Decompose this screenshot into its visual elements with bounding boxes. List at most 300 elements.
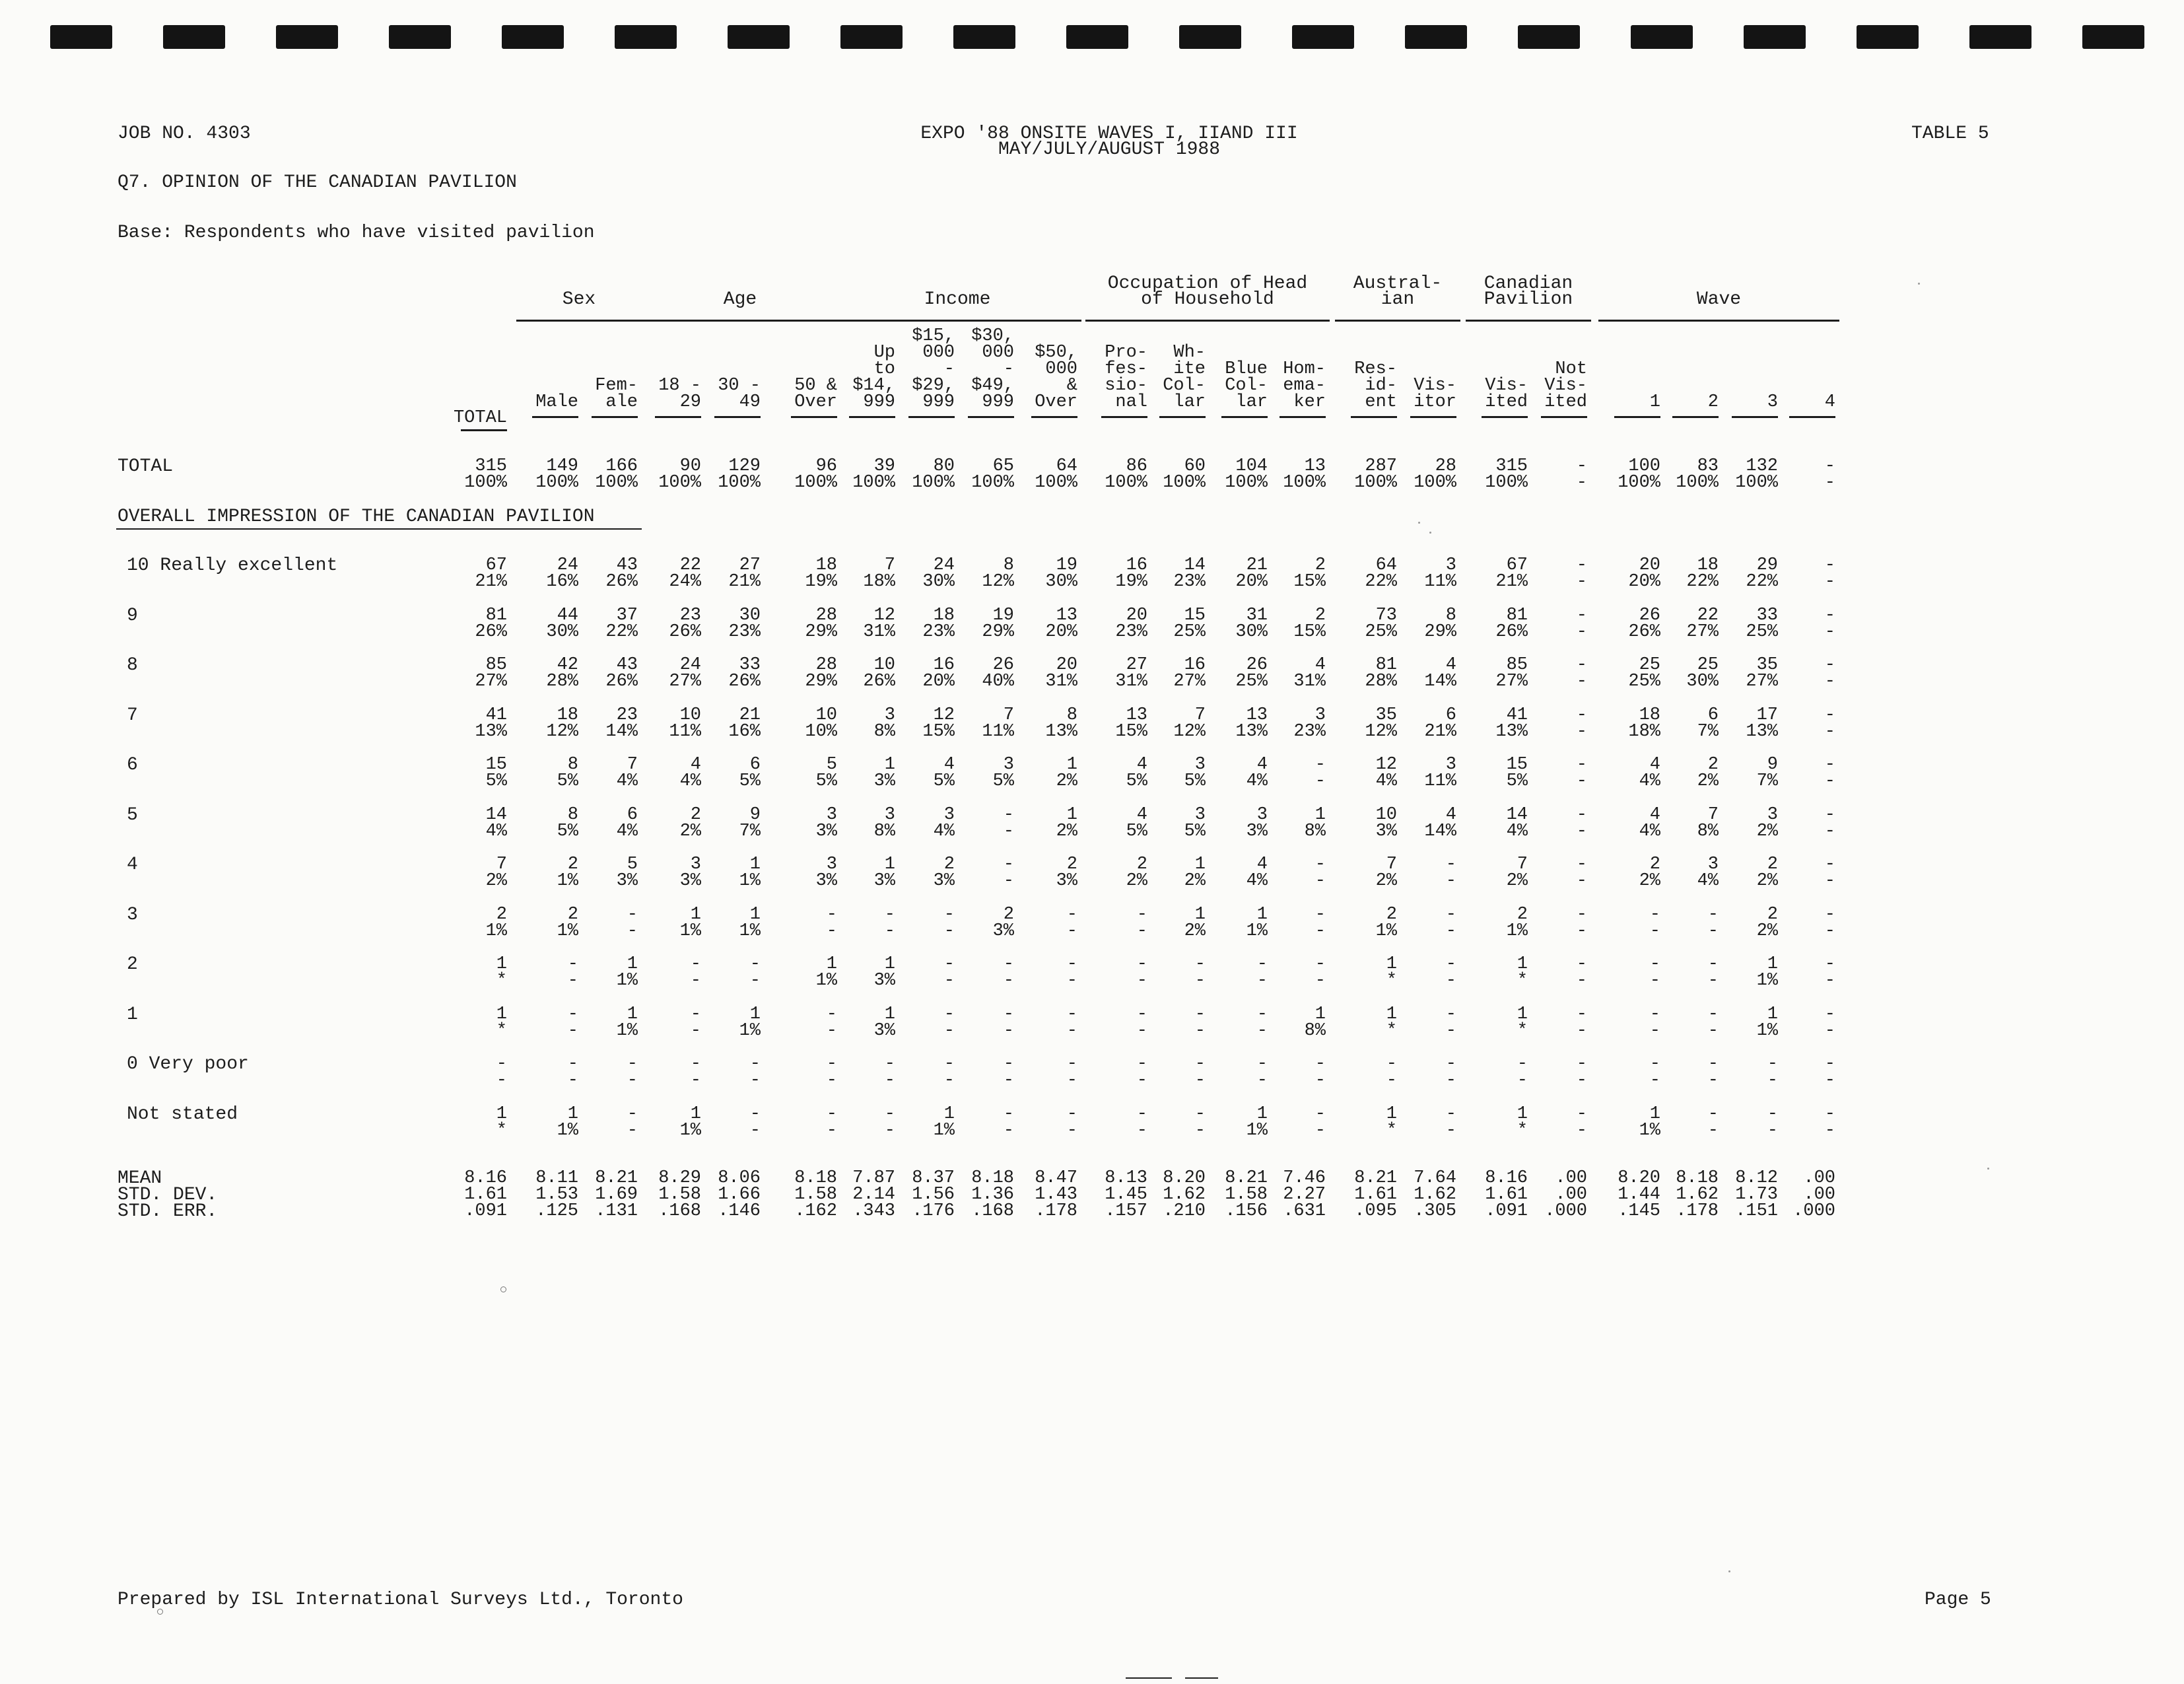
response-row-label: Not stated bbox=[127, 1104, 238, 1125]
count-cell: - bbox=[1576, 905, 1587, 925]
count-cell: 85 bbox=[1506, 655, 1528, 675]
count-cell: 1 bbox=[1386, 954, 1397, 974]
stat-cell: .157 bbox=[1105, 1201, 1147, 1221]
count-cell: - bbox=[1707, 1104, 1719, 1124]
stat-cell: .168 bbox=[971, 1201, 1014, 1221]
count-cell: 2 bbox=[1517, 905, 1528, 925]
column-group-header: Austral- ian bbox=[1353, 273, 1443, 310]
column-group-rule bbox=[516, 320, 642, 322]
count-cell: - bbox=[1649, 1004, 1660, 1024]
count-cell: - bbox=[1003, 805, 1014, 825]
page-number: Page 5 bbox=[1925, 1590, 1991, 1610]
pct-cell: - bbox=[826, 921, 837, 941]
pct-cell: 27% bbox=[1495, 672, 1528, 691]
binder-tab bbox=[276, 25, 338, 49]
total-pct-cell: 100% bbox=[1035, 473, 1077, 493]
pct-cell: 13% bbox=[1746, 722, 1778, 742]
stat-cell: .631 bbox=[1283, 1201, 1326, 1221]
binder-tab bbox=[389, 25, 451, 49]
column-group-header: Age bbox=[723, 289, 757, 310]
total-pct-cell: 100% bbox=[1485, 473, 1528, 493]
pct-cell: - bbox=[1256, 971, 1268, 991]
count-cell: - bbox=[1194, 1104, 1206, 1124]
pct-cell: 21% bbox=[1495, 572, 1528, 592]
pct-cell: 13% bbox=[1235, 722, 1268, 742]
pct-cell: 26% bbox=[1495, 622, 1528, 642]
pct-cell: 1% bbox=[1506, 921, 1528, 941]
column-header-underline bbox=[461, 429, 507, 431]
column-header: 3 bbox=[1767, 392, 1778, 412]
count-cell: 4 bbox=[1314, 655, 1326, 675]
count-cell: - bbox=[627, 1104, 638, 1124]
pct-cell: 5% bbox=[815, 771, 837, 791]
count-cell: 27 bbox=[739, 555, 761, 575]
count-cell: 1 bbox=[749, 855, 761, 874]
pct-cell: 5% bbox=[1184, 822, 1206, 841]
pct-cell: - bbox=[1003, 871, 1014, 891]
pct-cell: - bbox=[1576, 921, 1587, 941]
count-cell: - bbox=[1066, 1104, 1077, 1124]
stat-cell: 8.21 bbox=[1225, 1168, 1268, 1188]
count-cell: 2 bbox=[1136, 855, 1147, 874]
count-cell: 2 bbox=[1386, 905, 1397, 925]
pct-cell: - bbox=[1066, 1070, 1077, 1090]
pct-cell: - bbox=[1824, 1121, 1835, 1140]
count-cell: - bbox=[1824, 1004, 1835, 1024]
column-header: Wh- ite Col- lar bbox=[1163, 343, 1206, 412]
pct-cell: 31% bbox=[863, 622, 895, 642]
stat-cell: .00 bbox=[1803, 1185, 1835, 1205]
pct-cell: 31% bbox=[1293, 672, 1326, 691]
total-pct-cell: 100% bbox=[971, 473, 1014, 493]
pct-cell: 1% bbox=[1246, 1121, 1268, 1140]
stat-cell: .00 bbox=[1803, 1168, 1835, 1188]
pct-cell: - bbox=[1003, 822, 1014, 841]
pct-cell: - bbox=[1767, 1121, 1778, 1140]
count-cell: - bbox=[1445, 954, 1456, 974]
count-cell: 23 bbox=[616, 705, 638, 725]
count-cell: - bbox=[1136, 1054, 1147, 1074]
count-cell: 3 bbox=[1767, 805, 1778, 825]
count-cell: 14 bbox=[1184, 555, 1206, 575]
pct-cell: 1% bbox=[933, 1121, 955, 1140]
pct-cell: 4% bbox=[1375, 771, 1397, 791]
count-cell: - bbox=[1386, 1054, 1397, 1074]
pct-cell: 23% bbox=[1173, 572, 1206, 592]
count-cell: - bbox=[1824, 755, 1835, 775]
pct-cell: 25% bbox=[1173, 622, 1206, 642]
pct-cell: 7% bbox=[739, 822, 761, 841]
column-header-underline bbox=[1672, 416, 1719, 418]
count-cell: 3 bbox=[1314, 705, 1326, 725]
column-header: 4 bbox=[1824, 392, 1835, 412]
pct-cell: 12% bbox=[1365, 722, 1397, 742]
count-cell: - bbox=[567, 1054, 578, 1074]
count-cell: - bbox=[1003, 1054, 1014, 1074]
count-cell: - bbox=[1576, 555, 1587, 575]
binder-tab bbox=[1631, 25, 1693, 49]
count-cell: - bbox=[1576, 1004, 1587, 1024]
count-cell: 8 bbox=[567, 755, 578, 775]
pct-cell: 2% bbox=[1756, 871, 1778, 891]
stat-cell: .305 bbox=[1414, 1201, 1456, 1221]
count-cell: 7 bbox=[1194, 705, 1206, 725]
pct-cell: 26% bbox=[1628, 622, 1660, 642]
scan-speck bbox=[157, 1609, 163, 1615]
pct-cell: 12% bbox=[1173, 722, 1206, 742]
stat-cell: 8.13 bbox=[1105, 1168, 1147, 1188]
binder-tab bbox=[2082, 25, 2144, 49]
pct-cell: 27% bbox=[1173, 672, 1206, 691]
binder-tab bbox=[1179, 25, 1241, 49]
count-cell: - bbox=[1707, 954, 1719, 974]
count-cell: - bbox=[1767, 1104, 1778, 1124]
count-cell: 26 bbox=[1639, 606, 1660, 625]
pct-cell: 5% bbox=[557, 771, 578, 791]
count-cell: 3 bbox=[826, 855, 837, 874]
count-cell: 6 bbox=[627, 805, 638, 825]
stat-cell: 1.61 bbox=[464, 1185, 507, 1205]
count-cell: 16 bbox=[933, 655, 955, 675]
count-cell: 3 bbox=[884, 705, 895, 725]
total-count-cell: 129 bbox=[728, 456, 761, 476]
count-cell: 24 bbox=[933, 555, 955, 575]
pct-cell: - bbox=[1314, 1121, 1326, 1140]
scan-speck bbox=[500, 1286, 506, 1292]
count-cell: - bbox=[690, 1004, 701, 1024]
count-cell: 25 bbox=[1697, 655, 1719, 675]
pct-cell: - bbox=[943, 1021, 955, 1041]
stat-cell: .00 bbox=[1555, 1185, 1587, 1205]
pct-cell: 12% bbox=[546, 722, 578, 742]
stat-cell: 8.18 bbox=[971, 1168, 1014, 1188]
count-cell: 13 bbox=[1246, 705, 1268, 725]
binder-tab bbox=[1857, 25, 1919, 49]
pct-cell: 19% bbox=[805, 572, 837, 592]
count-cell: 3 bbox=[884, 805, 895, 825]
stat-cell: 1.58 bbox=[1225, 1185, 1268, 1205]
pct-cell: - bbox=[884, 921, 895, 941]
binder-tab bbox=[1969, 25, 2031, 49]
column-header: Blue Col- lar bbox=[1225, 359, 1268, 412]
column-header-underline bbox=[1541, 416, 1587, 418]
column-header: Hom- ema- ker bbox=[1283, 359, 1326, 412]
pct-cell: - bbox=[496, 1070, 507, 1090]
count-cell: 4 bbox=[1136, 755, 1147, 775]
question-title: Q7. OPINION OF THE CANADIAN PAVILION bbox=[118, 172, 517, 193]
pct-cell: 19% bbox=[1115, 572, 1147, 592]
total-count-cell: 104 bbox=[1235, 456, 1268, 476]
count-cell: 26 bbox=[1246, 655, 1268, 675]
count-cell: 24 bbox=[679, 655, 701, 675]
count-cell: 2 bbox=[1767, 855, 1778, 874]
stat-cell: .00 bbox=[1555, 1168, 1587, 1188]
pct-cell: 27% bbox=[1746, 672, 1778, 691]
pct-cell: 23% bbox=[1115, 622, 1147, 642]
count-cell: - bbox=[1066, 954, 1077, 974]
section-title-underline bbox=[116, 528, 642, 530]
count-cell: 73 bbox=[1375, 606, 1397, 625]
count-cell: - bbox=[1576, 855, 1587, 874]
count-cell: 5 bbox=[826, 755, 837, 775]
pct-cell: - bbox=[1194, 971, 1206, 991]
count-cell: - bbox=[1194, 1054, 1206, 1074]
count-cell: 20 bbox=[1126, 606, 1147, 625]
stat-cell: 8.16 bbox=[1485, 1168, 1528, 1188]
pct-cell: 11% bbox=[982, 722, 1014, 742]
pct-cell: 30% bbox=[922, 572, 955, 592]
count-cell: 8 bbox=[1445, 606, 1456, 625]
count-cell: - bbox=[1824, 1054, 1835, 1074]
pct-cell: - bbox=[1649, 1070, 1660, 1090]
pct-cell: 15% bbox=[922, 722, 955, 742]
pct-cell: 30% bbox=[546, 622, 578, 642]
count-cell: 2 bbox=[496, 905, 507, 925]
count-cell: 8 bbox=[567, 805, 578, 825]
pct-cell: 4% bbox=[933, 822, 955, 841]
total-count-cell: 166 bbox=[605, 456, 638, 476]
pct-cell: 22% bbox=[1365, 572, 1397, 592]
count-cell: 81 bbox=[485, 606, 507, 625]
pct-cell: - bbox=[1445, 871, 1456, 891]
total-pct-cell: 100% bbox=[464, 473, 507, 493]
count-cell: 9 bbox=[749, 805, 761, 825]
scan-speck bbox=[1987, 1168, 1989, 1170]
column-header-underline bbox=[1159, 416, 1206, 418]
stat-cell: .125 bbox=[535, 1201, 578, 1221]
stat-cell: .178 bbox=[1035, 1201, 1077, 1221]
pct-cell: * bbox=[496, 971, 507, 991]
pct-cell: 10% bbox=[805, 722, 837, 742]
pct-cell: 26% bbox=[863, 672, 895, 691]
pct-cell: 3% bbox=[815, 871, 837, 891]
pct-cell: 2% bbox=[1756, 921, 1778, 941]
count-cell: - bbox=[1445, 1104, 1456, 1124]
count-cell: 7 bbox=[627, 755, 638, 775]
pct-cell: - bbox=[1256, 1070, 1268, 1090]
pct-cell: - bbox=[1576, 622, 1587, 642]
column-header-underline bbox=[1031, 416, 1077, 418]
total-count-cell: 90 bbox=[679, 456, 701, 476]
pct-cell: 8% bbox=[1304, 822, 1326, 841]
binder-tab bbox=[1066, 25, 1128, 49]
stat-cell: 8.06 bbox=[718, 1168, 761, 1188]
pct-cell: - bbox=[1707, 1121, 1719, 1140]
count-cell: 67 bbox=[485, 555, 507, 575]
pct-cell: - bbox=[884, 1121, 895, 1140]
stat-cell: 2.27 bbox=[1283, 1185, 1326, 1205]
column-header-underline bbox=[1410, 416, 1456, 418]
total-count-cell: 86 bbox=[1126, 456, 1147, 476]
count-cell: - bbox=[1136, 1104, 1147, 1124]
pct-cell: 13% bbox=[1045, 722, 1077, 742]
pct-cell: 26% bbox=[605, 672, 638, 691]
total-pct-cell: - bbox=[1576, 473, 1587, 493]
count-cell: 43 bbox=[616, 555, 638, 575]
count-cell: 18 bbox=[1697, 555, 1719, 575]
pct-cell: 8% bbox=[1697, 822, 1719, 841]
total-count-cell: 83 bbox=[1697, 456, 1719, 476]
pct-cell: 20% bbox=[1235, 572, 1268, 592]
pct-cell: 31% bbox=[1045, 672, 1077, 691]
count-cell: 16 bbox=[1126, 555, 1147, 575]
count-cell: 2 bbox=[943, 855, 955, 874]
count-cell: - bbox=[1314, 855, 1326, 874]
stat-cell: 1.43 bbox=[1035, 1185, 1077, 1205]
pct-cell: 27% bbox=[1686, 622, 1719, 642]
total-count-cell: 149 bbox=[546, 456, 578, 476]
count-cell: - bbox=[1824, 855, 1835, 874]
pct-cell: - bbox=[1576, 572, 1587, 592]
pct-cell: 3% bbox=[873, 871, 895, 891]
pct-cell: - bbox=[1003, 1021, 1014, 1041]
pct-cell: 15% bbox=[1115, 722, 1147, 742]
pct-cell: - bbox=[1576, 971, 1587, 991]
pct-cell: 4% bbox=[1639, 822, 1660, 841]
job-number: JOB NO. 4303 bbox=[118, 123, 251, 144]
count-cell: 10 bbox=[873, 655, 895, 675]
count-cell: 1 bbox=[943, 1104, 955, 1124]
total-pct-cell: 100% bbox=[1105, 473, 1147, 493]
count-cell: - bbox=[884, 905, 895, 925]
count-cell: 33 bbox=[739, 655, 761, 675]
count-cell: - bbox=[884, 1054, 895, 1074]
count-cell: 7 bbox=[884, 555, 895, 575]
count-cell: 1 bbox=[1517, 954, 1528, 974]
pct-cell: 4% bbox=[679, 771, 701, 791]
count-cell: - bbox=[1576, 606, 1587, 625]
count-cell: 22 bbox=[1697, 606, 1719, 625]
count-cell: 1 bbox=[1066, 805, 1077, 825]
count-cell: 37 bbox=[616, 606, 638, 625]
stat-cell: 1.58 bbox=[658, 1185, 701, 1205]
count-cell: 1 bbox=[1194, 905, 1206, 925]
pct-cell: 27% bbox=[669, 672, 701, 691]
pct-cell: 13% bbox=[475, 722, 507, 742]
stat-cell: 1.62 bbox=[1163, 1185, 1206, 1205]
base-description: Base: Respondents who have visited pavilion bbox=[118, 223, 595, 243]
pct-cell: - bbox=[1445, 1021, 1456, 1041]
stat-cell: 1.61 bbox=[1354, 1185, 1397, 1205]
count-cell: 8 bbox=[1003, 555, 1014, 575]
pct-cell: - bbox=[749, 1070, 761, 1090]
pct-cell: 18% bbox=[863, 572, 895, 592]
count-cell: - bbox=[1066, 905, 1077, 925]
count-cell: - bbox=[1707, 1054, 1719, 1074]
binder-tab bbox=[1292, 25, 1354, 49]
count-cell: - bbox=[1445, 1004, 1456, 1024]
count-cell: 1 bbox=[1314, 805, 1326, 825]
pct-cell: 11% bbox=[1424, 771, 1456, 791]
count-cell: - bbox=[1256, 1054, 1268, 1074]
pct-cell: - bbox=[943, 971, 955, 991]
count-cell: - bbox=[1256, 954, 1268, 974]
count-cell: - bbox=[1066, 1004, 1077, 1024]
stat-cell: .091 bbox=[464, 1201, 507, 1221]
stat-cell: 8.20 bbox=[1618, 1168, 1660, 1188]
count-cell: - bbox=[1707, 905, 1719, 925]
count-cell: - bbox=[1576, 805, 1587, 825]
pct-cell: 2% bbox=[679, 822, 701, 841]
count-cell: - bbox=[1314, 1054, 1326, 1074]
count-cell: - bbox=[1003, 855, 1014, 874]
stat-row-label: STD. DEV. bbox=[118, 1185, 218, 1205]
stat-cell: 1.56 bbox=[912, 1185, 955, 1205]
count-cell: - bbox=[943, 1004, 955, 1024]
count-cell: 10 bbox=[1375, 805, 1397, 825]
count-cell: 17 bbox=[1756, 705, 1778, 725]
count-cell: - bbox=[1576, 755, 1587, 775]
pct-cell: - bbox=[1194, 1121, 1206, 1140]
pct-cell: 26% bbox=[728, 672, 761, 691]
pct-cell: 2% bbox=[1639, 871, 1660, 891]
column-group-rule bbox=[1335, 320, 1460, 322]
count-cell: 3 bbox=[826, 805, 837, 825]
pct-cell: 2% bbox=[1056, 822, 1077, 841]
stat-cell: 1.44 bbox=[1618, 1185, 1660, 1205]
count-cell: 27 bbox=[1126, 655, 1147, 675]
count-cell: 35 bbox=[1756, 655, 1778, 675]
count-cell: - bbox=[1003, 1104, 1014, 1124]
pct-cell: - bbox=[1003, 1121, 1014, 1140]
count-cell: 41 bbox=[1506, 705, 1528, 725]
pct-cell: 30% bbox=[1235, 622, 1268, 642]
pct-cell: 40% bbox=[982, 672, 1014, 691]
count-cell: 3 bbox=[1003, 755, 1014, 775]
count-cell: - bbox=[1576, 655, 1587, 675]
count-cell: 8 bbox=[1066, 705, 1077, 725]
pct-cell: 23% bbox=[922, 622, 955, 642]
stat-cell: .176 bbox=[912, 1201, 955, 1221]
stat-cell: .156 bbox=[1225, 1201, 1268, 1221]
count-cell: 2 bbox=[690, 805, 701, 825]
count-cell: 1 bbox=[690, 1104, 701, 1124]
pct-cell: 1% bbox=[679, 921, 701, 941]
total-pct-cell: 100% bbox=[1354, 473, 1397, 493]
count-cell: 7 bbox=[1517, 855, 1528, 874]
total-count-cell: 64 bbox=[1056, 456, 1077, 476]
pct-cell: 25% bbox=[1235, 672, 1268, 691]
count-cell: 81 bbox=[1506, 606, 1528, 625]
pct-cell: 3% bbox=[1375, 822, 1397, 841]
pct-cell: 2% bbox=[1184, 871, 1206, 891]
count-cell: - bbox=[690, 954, 701, 974]
pct-cell: 18% bbox=[1628, 722, 1660, 742]
pct-cell: - bbox=[1824, 1070, 1835, 1090]
count-cell: - bbox=[567, 954, 578, 974]
pct-cell: 2% bbox=[1756, 822, 1778, 841]
count-cell: - bbox=[1649, 1054, 1660, 1074]
stat-cell: 7.64 bbox=[1414, 1168, 1456, 1188]
count-cell: 4 bbox=[1445, 805, 1456, 825]
pct-cell: 28% bbox=[546, 672, 578, 691]
column-header: Male bbox=[535, 392, 578, 412]
pct-cell: 5% bbox=[992, 771, 1014, 791]
count-cell: 9 bbox=[1767, 755, 1778, 775]
pct-cell: - bbox=[1649, 1021, 1660, 1041]
count-cell: - bbox=[1314, 755, 1326, 775]
column-header-underline bbox=[592, 416, 638, 418]
stat-cell: .000 bbox=[1792, 1201, 1835, 1221]
count-cell: 24 bbox=[557, 555, 578, 575]
count-cell: 16 bbox=[1184, 655, 1206, 675]
response-row-label: 3 bbox=[127, 905, 138, 925]
count-cell: 7 bbox=[1707, 805, 1719, 825]
pct-cell: 22% bbox=[605, 622, 638, 642]
pct-cell: 3% bbox=[992, 921, 1014, 941]
pct-cell: 3% bbox=[873, 771, 895, 791]
count-cell: 20 bbox=[1056, 655, 1077, 675]
